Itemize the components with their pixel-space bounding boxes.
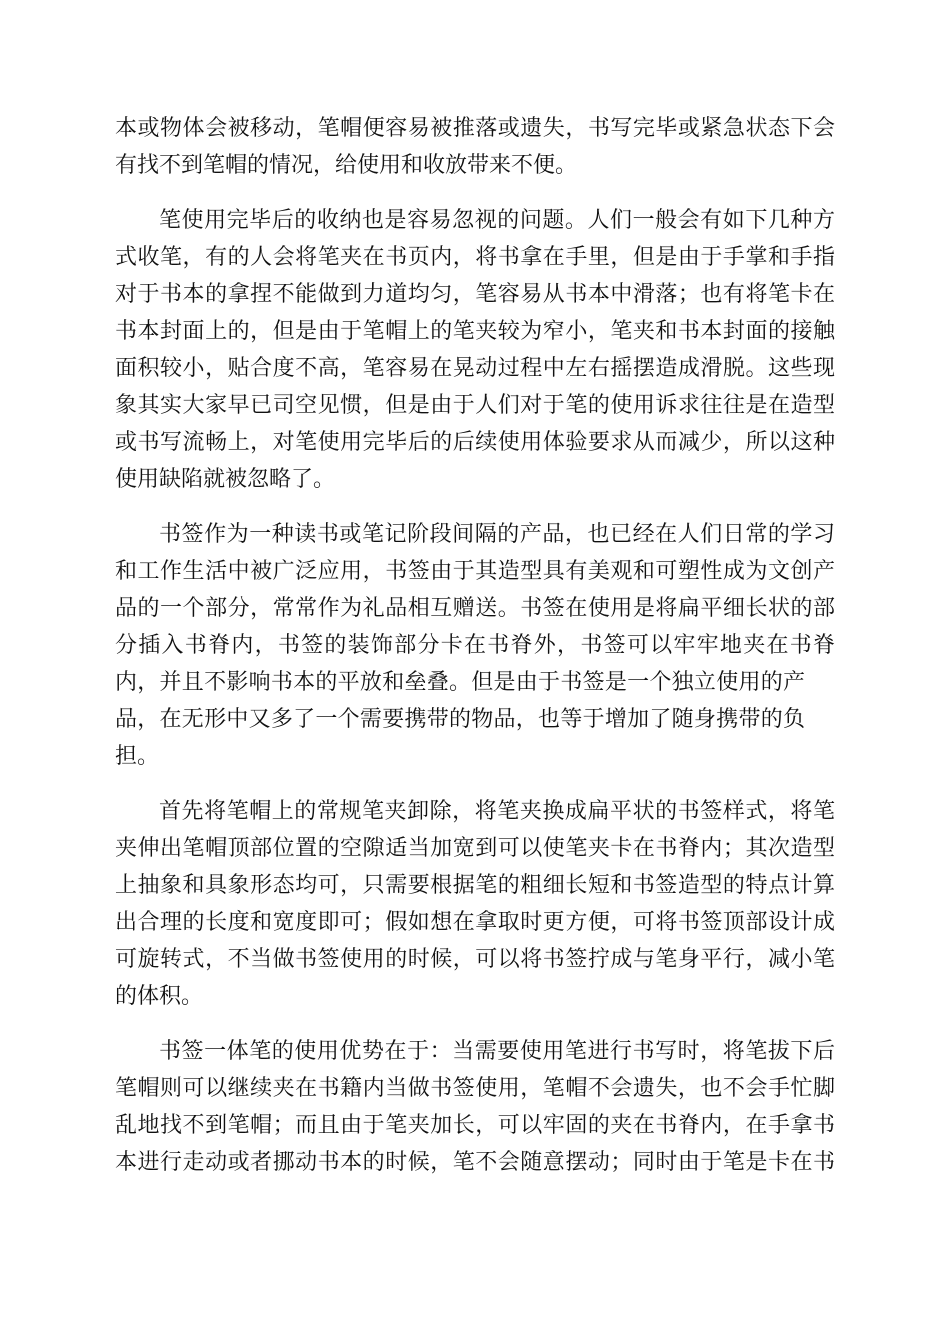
- body-text: [115, 110, 835, 1181]
- text-line: 乱地找不到笔帽；而且由于笔夹加长，可以牢固的夹在书脊内，在手拿书: [115, 1113, 835, 1138]
- text-line: 的体积。: [115, 984, 204, 1009]
- text-line: 品的一个部分，常常作为礼品相互赠送。书签在使用是将扁平细长状的部: [115, 596, 835, 621]
- text-line: 夹伸出笔帽顶部位置的空隙适当加宽到可以使笔夹卡在书脊内；其次造型: [115, 836, 835, 861]
- text-line: 首先将笔帽上的常规笔夹卸除，将笔夹换成扁平状的书签样式，将笔: [159, 799, 835, 824]
- text-line: 面积较小，贴合度不高，笔容易在晃动过程中左右摇摆造成滑脱。这些现: [115, 356, 835, 381]
- text-line: 书签作为一种读书或笔记阶段间隔的产品，也已经在人们日常的学习: [159, 522, 835, 547]
- text-line: 本或物体会被移动，笔帽便容易被推落或遗失，书写完毕或紧急状态下会: [115, 116, 835, 141]
- text-line: 使用缺陷就被忽略了。: [115, 467, 336, 492]
- text-line: 书签一体笔的使用优势在于：当需要使用笔进行书写时，将笔拔下后: [159, 1039, 835, 1064]
- text-line: 本进行走动或者挪动书本的时候，笔不会随意摆动；同时由于笔是卡在书: [115, 1150, 835, 1175]
- text-line: 内，并且不影响书本的平放和垒叠。但是由于书签是一个独立使用的产: [115, 670, 805, 695]
- text-line: 出合理的长度和宽度即可；假如想在拿取时更方便，可将书签顶部设计成: [115, 910, 835, 935]
- text-line: 品，在无形中又多了一个需要携带的物品，也等于增加了随身携带的负: [115, 707, 805, 732]
- text-line: 书本封面上的，但是由于笔帽上的笔夹较为窄小，笔夹和书本封面的接触: [115, 319, 835, 344]
- text-line: 或书写流畅上，对笔使用完毕后的后续使用体验要求从而减少，所以这种: [115, 430, 835, 455]
- text-line: 有找不到笔帽的情况，给使用和收放带来不便。: [115, 153, 578, 178]
- text-line: 分插入书脊内，书签的装饰部分卡在书脊外，书签可以牢牢地夹在书脊: [115, 633, 835, 658]
- text-line: 象其实大家早已司空见惯，但是由于人们对于笔的使用诉求往往是在造型: [115, 393, 835, 418]
- text-line: 笔使用完毕后的收纳也是容易忽视的问题。人们一般会有如下几种方: [159, 208, 835, 233]
- text-line: 笔帽则可以继续夹在书籍内当做书签使用，笔帽不会遗失，也不会手忙脚: [115, 1076, 835, 1101]
- text-line: 上抽象和具象形态均可，只需要根据笔的粗细长短和书签造型的特点计算: [115, 873, 835, 898]
- text-line: 式收笔，有的人会将笔夹在书页内，将书拿在手里，但是由于手掌和手指: [115, 245, 835, 270]
- text-line: 和工作生活中被广泛应用，书签由于其造型具有美观和可塑性成为文创产: [115, 559, 835, 584]
- text-line: 担。: [115, 744, 160, 769]
- text-line: 可旋转式，不当做书签使用的时候，可以将书签拧成与笔身平行，减小笔: [115, 947, 835, 972]
- text-line: 对于书本的拿捏不能做到力道均匀，笔容易从书本中滑落；也有将笔卡在: [115, 282, 835, 307]
